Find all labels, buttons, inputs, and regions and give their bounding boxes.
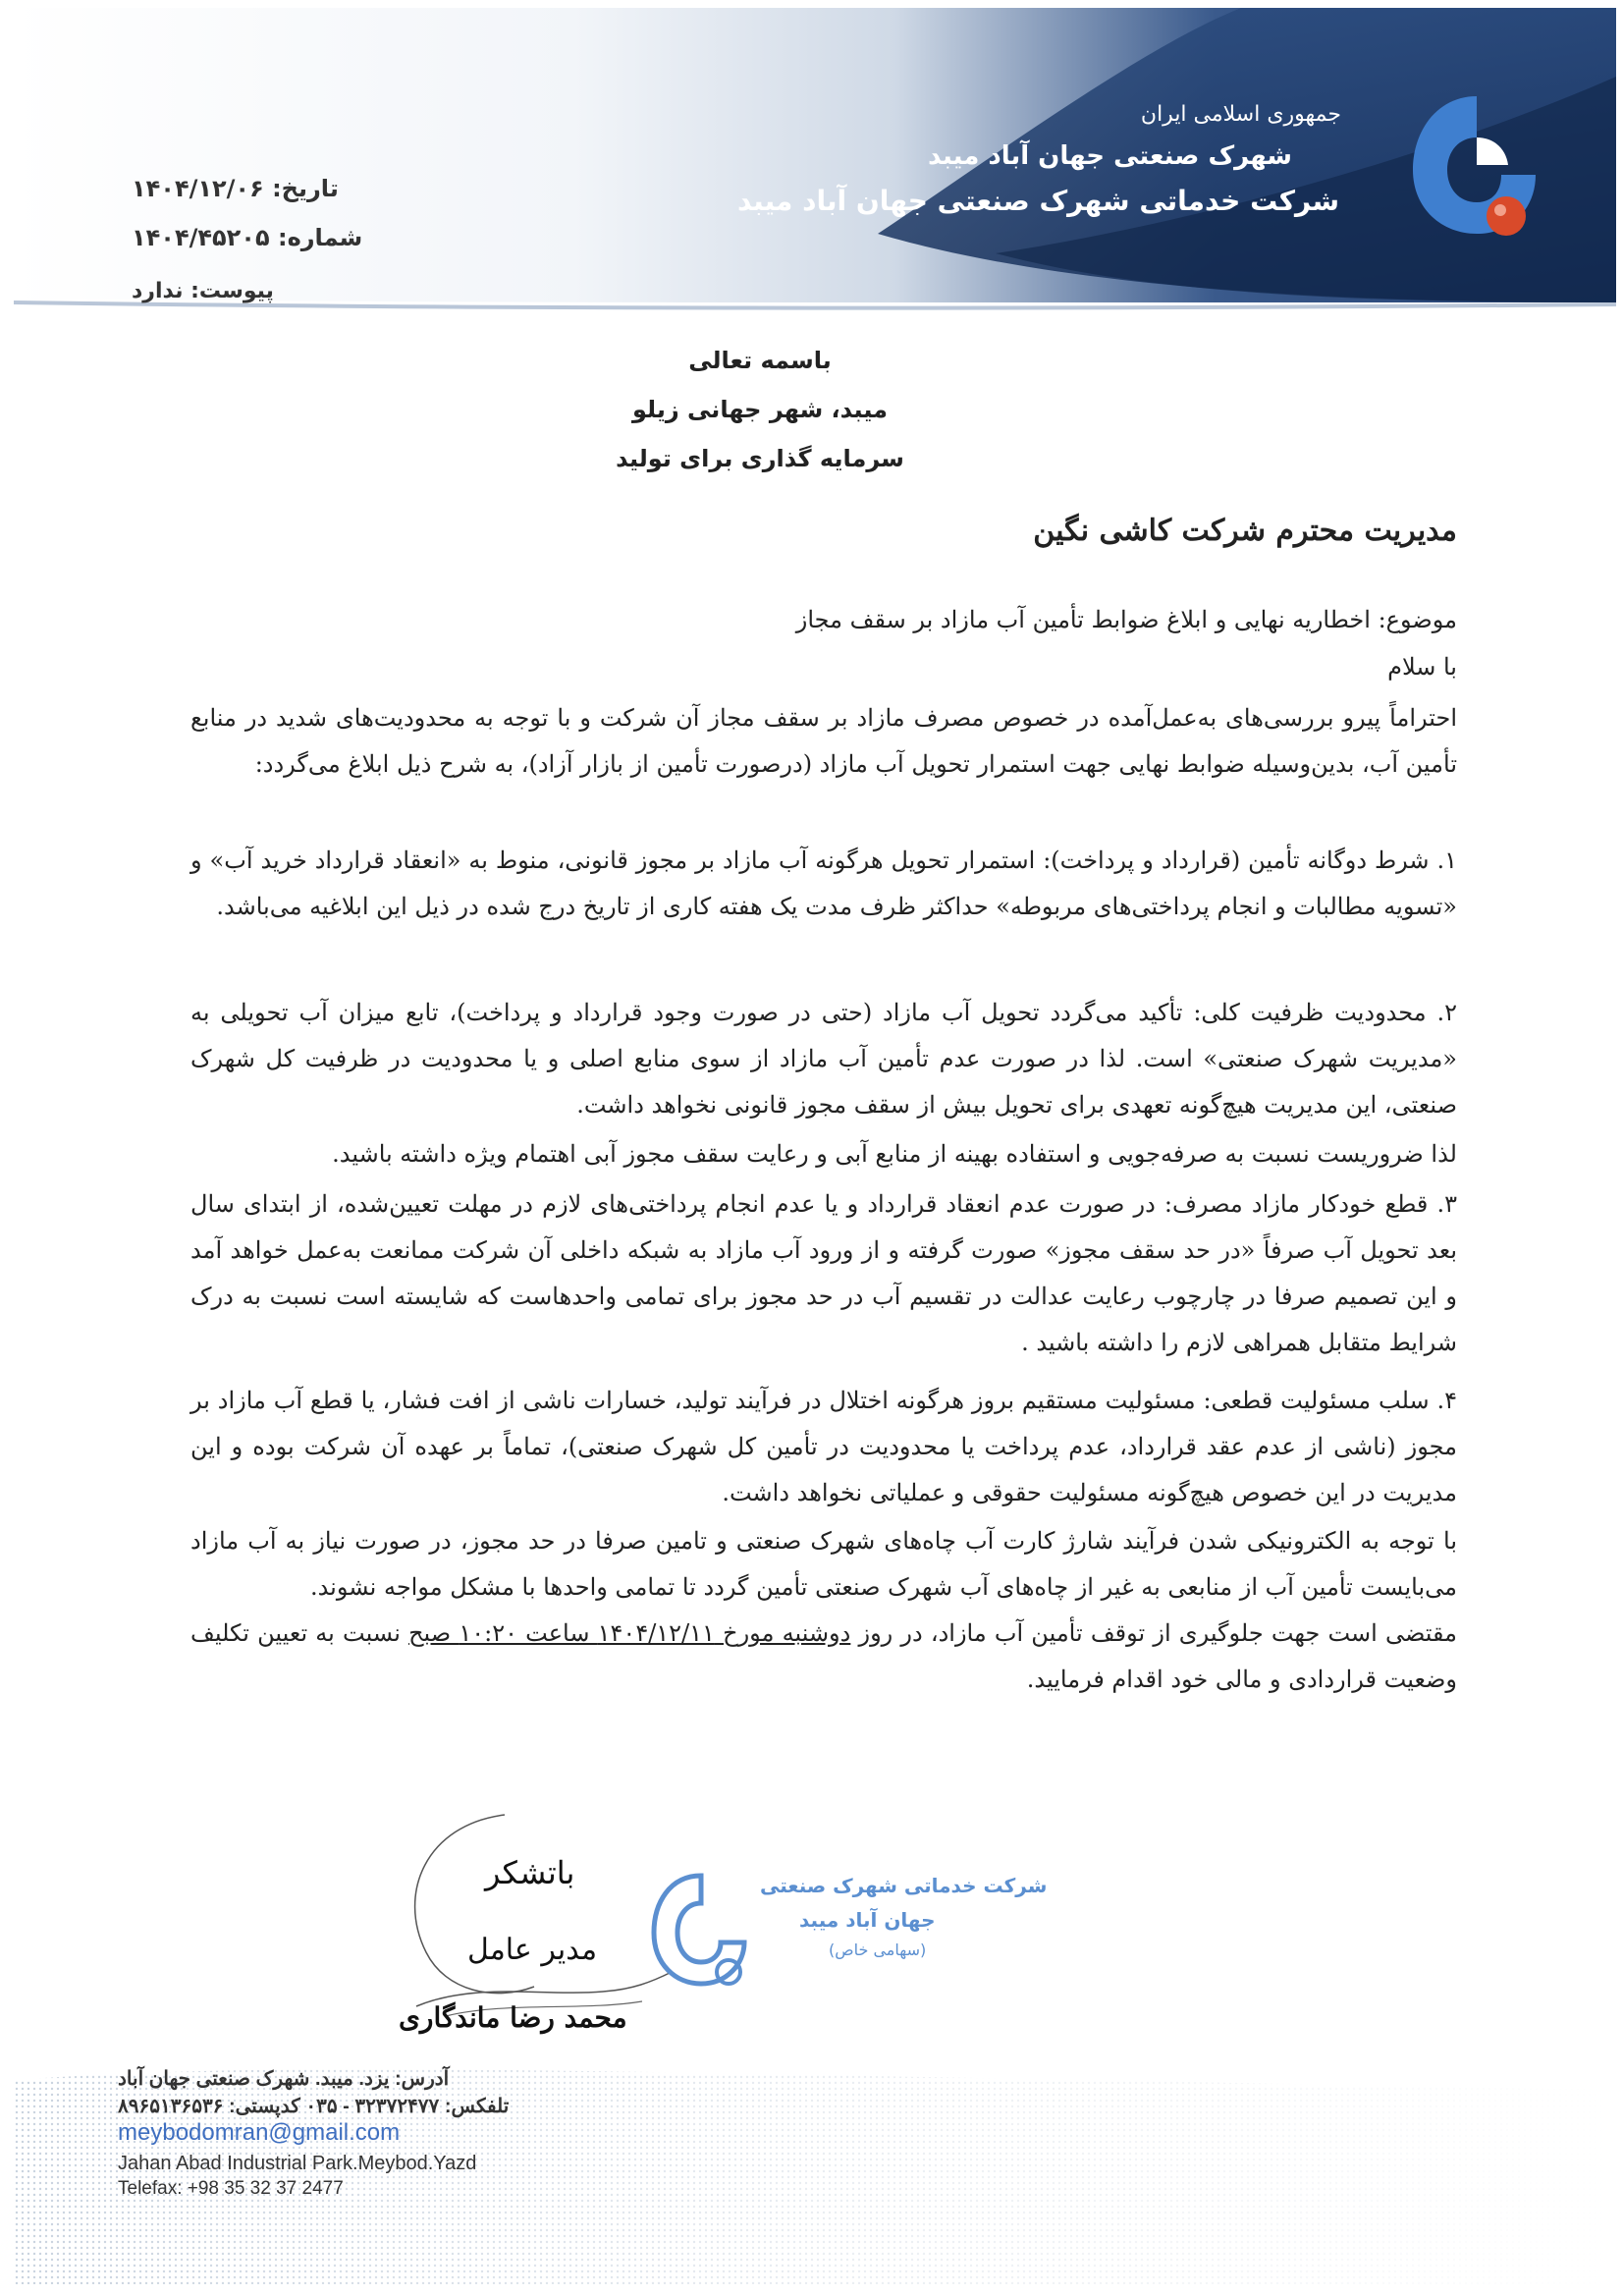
clause-4: ۴. سلب مسئولیت قطعی: مسئولیت مستقیم بروز هرگونه اختلال در فرآیند تولید، خسارات ناشی از افت فشار، یا قطع آب مازاد بر مجوز (ناشی از عدم عقد قرارداد، عدم پرداخت یا محدودیت در تأمین کل شهرک صنعتی)، تماماً بر عهده آن شرکت بوده و این مدیریت در این خصوص هیچ‌گونه مسئولیت حقوقی و عملیاتی نخواهد داشت. — [190, 1387, 1458, 1506]
greeting: با سلام — [1387, 653, 1457, 681]
stamp-location: جهان آباد میبد — [799, 1908, 936, 1932]
company-logo — [1398, 86, 1545, 244]
signer-role: مدیر عامل — [467, 1933, 598, 1967]
header-line-2: شهرک صنعتی جهان آباد میبد — [927, 141, 1292, 171]
intro-paragraph: احتراماً پیرو بررسی‌های به‌عمل‌آمده در خصوص مصرف مازاد بر سقف مجاز آن شرکت و با توجه به محدودیت‌های شدید در منابع تأمین آب، بدین‌وسیله ضوابط نهایی جهت استمرار تحویل آب مازاد (درصورت تأمین از بازار آزاد)، به شرح ذیل ابلاغ می‌گردد: — [190, 704, 1457, 778]
clause-2-note: لذا ضروریست نسبت به صرفه‌جویی و استفاده بهینه از منابع آبی و رعایت سقف مجوز آبی اهتمام ویژه داشته باشید. — [332, 1140, 1457, 1168]
bismillah-heading: باسمه تعالی — [688, 347, 832, 374]
meeting-datetime: دوشنبه مورخ ۱۴۰۴/۱۲/۱۱ ساعت ۱۰:۲۰ صبح — [408, 1619, 851, 1647]
letter-number: شماره: ۱۴۰۴/۴۵۲۰۵ — [132, 224, 363, 251]
footer-address: آدرس: یزد. میبد. شهرک صنعتی جهان آباد — [118, 2068, 450, 2090]
clause-2: ۲. محدودیت ظرفیت کلی: تأکید می‌گردد تحویل آب مازاد (حتی در صورت وجود قرارداد و پرداخت)، تابع میزان آب تحویلی به «مدیریت شهرک صنعتی» است. لذا در صورت عدم تأمین آب مازاد از سوی منابع اصلی و یا محدودیت در ظرفیت کل شهرک صنعتی، این مدیریت هیچ‌گونه تعهدی برای تحویل بیش از سقف مجوز قانونی نخواهد داشت. — [190, 999, 1457, 1119]
year-slogan: سرمایه گذاری برای تولید — [616, 445, 904, 472]
subject-line: موضوع: اخطاریه نهایی و ابلاغ ضوابط تأمین آب مازاد بر سقف مجاز — [795, 606, 1457, 633]
letter-page — [14, 8, 1616, 2284]
clause-1: ۱. شرط دوگانه تأمین (قرارداد و پرداخت): استمرار تحویل هرگونه آب مازاد بر مجوز قانونی، منوط به «انعقاد قرارداد خرید آب» و «تسویه مطالبات و انجام پرداختی‌های مربوطه» حداکثر ظرف مدت یک هفته کاری از تاریخ درج شده در ذیل این ابلاغیه می‌باشد. — [190, 847, 1457, 920]
footer-park-address: Jahan Abad Industrial Park.Meybod.Yazd — [118, 2153, 477, 2174]
city-motto: میبد، شهر جهانی زیلو — [632, 396, 888, 423]
header-line-1: جمهوری اسلامی ایران — [1140, 102, 1341, 127]
footer-email-link[interactable]: meybodomran@gmail.com — [118, 2119, 401, 2146]
meeting-paragraph: مقتضی است جهت جلوگیری از توقف تأمین آب مازاد، در روز دوشنبه مورخ ۱۴۰۴/۱۲/۱۱ ساعت ۱۰:۲۰ صبح نسبت به تعیین تکلیف وضعیت قراردادی و مالی خود اقدام فرمایید. — [190, 1619, 1458, 1693]
addressee: مدیریت محترم شرکت کاشی نگین — [1033, 514, 1457, 548]
closing-thanks: باتشکر — [485, 1854, 575, 1891]
footer-telefax: Telefax: +98 35 32 37 2477 — [118, 2178, 344, 2199]
electronic-charge-paragraph: با توجه به الکترونیکی شدن فرآیند شارژ کارت آب چاه‌های شهرک صنعتی و تامین صرفا در حد مجوز، در صورت نیاز به آب مازاد می‌بایست تأمین آب از منابعی به غیر از چاه‌های آب شهرک صنعتی تأمین گردد تا تمامی واحدها با مشکل مواجه نشوند. — [190, 1527, 1457, 1601]
stamp-company-name: شرکت خدماتی شهرک صنعتی — [760, 1874, 1048, 1897]
clause-3: ۳. قطع خودکار مازاد مصرف: در صورت عدم انعقاد قرارداد و یا عدم انجام پرداختی‌های لازم در مهلت تعیین‌شده، از ابتدای سال بعد تحویل آب صرفاً «در حد سقف مجوز» صورت گرفته و از ورود آب مازاد به شبکه داخلی آن شرکت ممانعت به‌عمل خواهد آمد و این تصمیم صرفا در چارچوب رعایت عدالت در تقسیم آب در حد مجوز برای تمامی واحدهاست که شایسته است نسبت به درک شرایط متقابل همراهی لازم را داشته باشید . — [190, 1190, 1457, 1356]
footer-telephone: تلفکس: ۳۲۳۷۲۴۷۷ - ۰۳۵ کدپستی: ۸۹۶۵۱۳۶۵۳۶ — [118, 2096, 510, 2117]
signer-name: محمد رضا ماندگاری — [399, 2001, 627, 2034]
header-line-3: شرکت خدماتی شهرک صنعتی جهان آباد میبد — [736, 185, 1339, 217]
letter-date: تاریخ: ۱۴۰۴/۱۲/۰۶ — [132, 175, 339, 202]
stamp-company-type: (سهامی خاص) — [829, 1941, 927, 1959]
letter-attachment: پیوست: ندارد — [132, 279, 274, 303]
